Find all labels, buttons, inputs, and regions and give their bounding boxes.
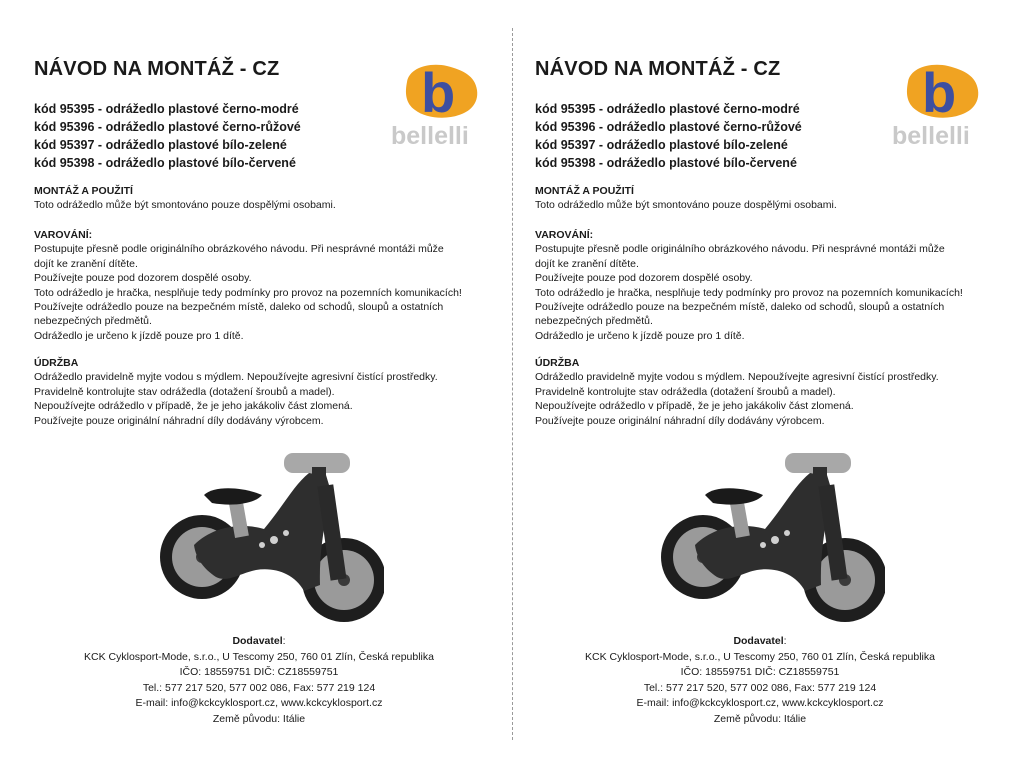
warning-line: Odrážedlo je určeno k jízdě pouze pro 1 dítě.	[535, 329, 745, 342]
instruction-sheet-left	[34, 0, 534, 768]
bellelli-logo	[389, 60, 499, 150]
balance-bike-illustration	[645, 445, 885, 625]
supplier-line: E-mail: info@kckcyklosport.cz, www.kckcyklosport.cz	[135, 697, 383, 709]
logo-brand-name: bellelli	[892, 122, 970, 150]
maintenance-section	[535, 356, 1005, 428]
instruction-sheet-right	[535, 0, 1024, 768]
product-code-item: kód 95397 - odrážedlo plastové bílo-zelené	[535, 138, 788, 152]
product-code-item: kód 95395 - odrážedlo plastové černo-modré	[535, 102, 800, 116]
sheet-title: NÁVOD NA MONTÁŽ - CZ	[34, 58, 280, 80]
supplier-heading: Dodavatel:	[733, 635, 787, 647]
seat	[204, 488, 262, 504]
supplier-line: Tel.: 577 217 520, 577 002 086, Fax: 577 219 124	[643, 681, 877, 694]
supplier-line: IČO: 18559751 DIČ: CZ18559751	[680, 666, 840, 678]
warning-line: Toto odrážedlo je hračka, nesplňuje tedy podmínky pro provoz na pozemních komunikacích!	[34, 286, 462, 299]
product-code-item: kód 95398 - odrážedlo plastové bílo-červené	[535, 156, 797, 170]
assembly-section	[535, 184, 1005, 213]
frame-decal	[283, 530, 289, 536]
assembly-line: Toto odrážedlo může být smontováno pouze dospělými osobami.	[535, 199, 837, 212]
product-code-list	[535, 100, 802, 172]
frame-decal	[270, 536, 278, 544]
maintenance-line: Odrážedlo pravidelně myjte vodou s mýdlem. Nepoužívejte agresivní čistící prostředky.	[535, 371, 939, 384]
handlebar-stem	[312, 467, 326, 485]
maintenance-section	[34, 356, 504, 428]
warning-heading: VAROVÁNÍ:	[535, 229, 594, 241]
assembly-section	[34, 184, 504, 213]
warning-line: Toto odrážedlo je hračka, nesplňuje tedy podmínky pro provoz na pozemních komunikacích!	[535, 286, 963, 299]
bellelli-logo	[890, 60, 1000, 150]
frame-decal	[760, 542, 766, 548]
frame-decal	[784, 530, 790, 536]
warning-line: dojít ke zranění dítěte.	[34, 257, 138, 270]
maintenance-line: Nepoužívejte odrážedlo v případě, že je jeho jakákoliv část zlomená.	[535, 400, 854, 413]
product-code-item: kód 95396 - odrážedlo plastové černo-růžové	[34, 120, 301, 134]
warning-line: Používejte odrážedlo pouze na bezpečném místě, daleko od schodů, sloupů a ostatních	[34, 301, 444, 314]
logo-letter: b	[421, 61, 456, 124]
supplier-line: Země původu: Itálie	[713, 712, 807, 725]
balance-bike-illustration	[144, 445, 384, 625]
product-code-item: kód 95397 - odrážedlo plastové bílo-zelené	[34, 138, 287, 152]
maintenance-line: Používejte pouze originální náhradní díly dodávány výrobcem.	[34, 414, 324, 427]
maintenance-heading: ÚDRŽBA	[535, 357, 580, 369]
warning-line: Postupujte přesně podle originálního obrázkového návodu. Při nesprávné montáži může	[34, 243, 444, 256]
maintenance-line: Pravidelně kontrolujte stav odrážedla (dotažení šroubů a madel).	[34, 385, 335, 398]
maintenance-line: Používejte pouze originální náhradní díly dodávány výrobcem.	[535, 414, 825, 427]
maintenance-line: Pravidelně kontrolujte stav odrážedla (dotažení šroubů a madel).	[535, 385, 836, 398]
assembly-heading: MONTÁŽ A POUŽITÍ	[535, 185, 634, 197]
supplier-line: Tel.: 577 217 520, 577 002 086, Fax: 577 219 124	[142, 681, 376, 694]
warning-section	[34, 228, 504, 343]
supplier-line: E-mail: info@kckcyklosport.cz, www.kckcyklosport.cz	[636, 697, 884, 709]
supplier-info	[34, 634, 484, 727]
product-code-item: kód 95395 - odrážedlo plastové černo-modré	[34, 102, 299, 116]
maintenance-heading: ÚDRŽBA	[34, 357, 79, 369]
product-code-item: kód 95396 - odrážedlo plastové černo-růžové	[535, 120, 802, 134]
supplier-heading: Dodavatel:	[232, 635, 286, 647]
supplier-line: IČO: 18559751 DIČ: CZ18559751	[179, 666, 339, 678]
assembly-line: Toto odrážedlo může být smontováno pouze dospělými osobami.	[34, 199, 336, 212]
warning-line: Postupujte přesně podle originálního obrázkového návodu. Při nesprávné montáži může	[535, 243, 945, 256]
seat	[705, 488, 763, 504]
supplier-info	[535, 634, 985, 727]
product-code-list	[34, 100, 301, 172]
logo-brand-name: bellelli	[391, 122, 469, 150]
warning-line: Používejte pouze pod dozorem dospělé osoby.	[34, 272, 252, 285]
frame-decal	[259, 542, 265, 548]
handlebar-stem	[813, 467, 827, 485]
supplier-line: KCK Cyklosport-Mode, s.r.o., U Tescomy 250, 760 01 Zlín, Česká republika	[585, 650, 935, 663]
product-code-item: kód 95398 - odrážedlo plastové bílo-červené	[34, 156, 296, 170]
assembly-heading: MONTÁŽ A POUŽITÍ	[34, 185, 133, 197]
warning-heading: VAROVÁNÍ:	[34, 229, 93, 241]
warning-line: dojít ke zranění dítěte.	[535, 257, 639, 270]
warning-line: Používejte odrážedlo pouze na bezpečném místě, daleko od schodů, sloupů a ostatních	[535, 301, 945, 314]
frame-decal	[771, 536, 779, 544]
warning-line: nebezpečných předmětů.	[34, 315, 152, 328]
supplier-line: KCK Cyklosport-Mode, s.r.o., U Tescomy 250, 760 01 Zlín, Česká republika	[84, 650, 434, 663]
warning-line: nebezpečných předmětů.	[535, 315, 653, 328]
maintenance-line: Nepoužívejte odrážedlo v případě, že je jeho jakákoliv část zlomená.	[34, 400, 353, 413]
warning-line: Odrážedlo je určeno k jízdě pouze pro 1 dítě.	[34, 329, 244, 342]
sheet-title: NÁVOD NA MONTÁŽ - CZ	[535, 58, 781, 80]
warning-line: Používejte pouze pod dozorem dospělé osoby.	[535, 272, 753, 285]
warning-section	[535, 228, 1005, 343]
maintenance-line: Odrážedlo pravidelně myjte vodou s mýdlem. Nepoužívejte agresivní čistící prostředky.	[34, 371, 438, 384]
supplier-line: Země původu: Itálie	[212, 712, 306, 725]
logo-letter: b	[922, 61, 957, 124]
